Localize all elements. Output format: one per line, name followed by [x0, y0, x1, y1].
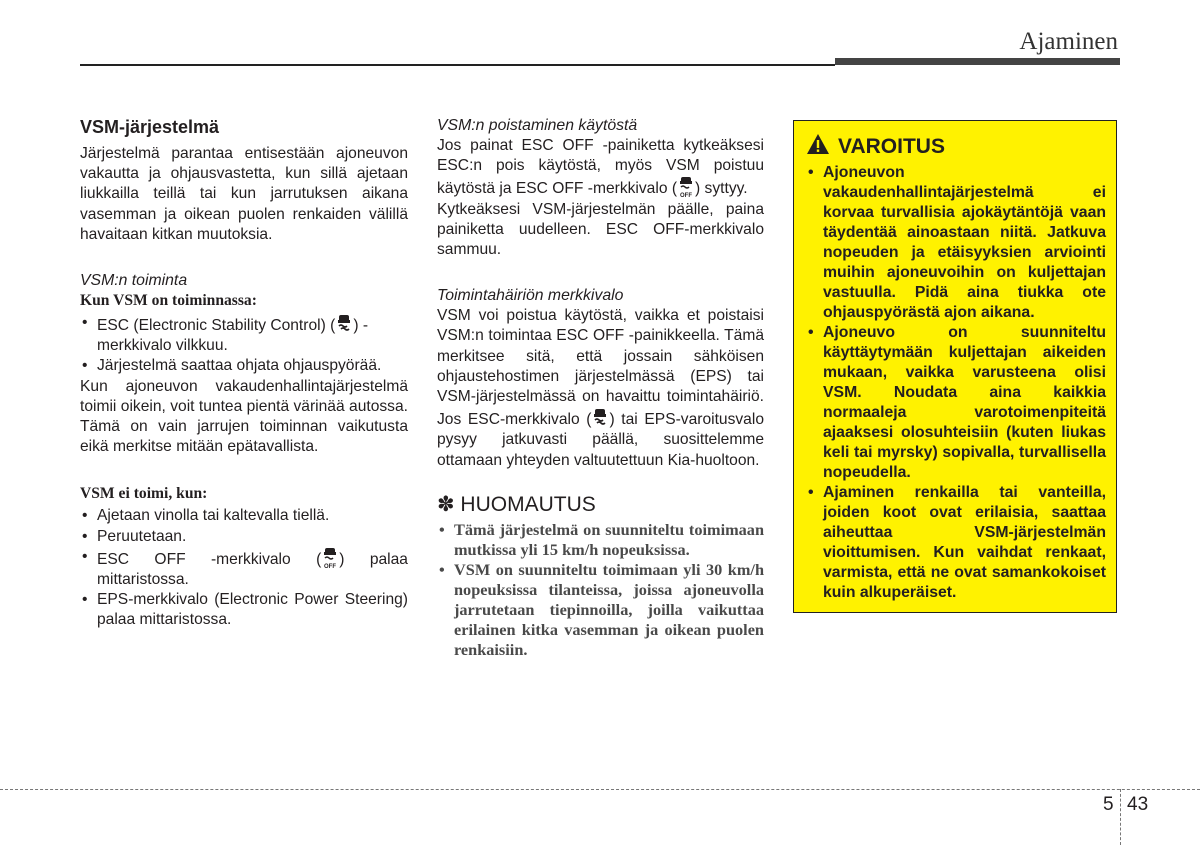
list-item: • EPS-merkkivalo (Electronic Power Steering) palaa mittaristossa.	[80, 590, 408, 630]
note-list	[437, 520, 764, 660]
subheading-kun-vsm: Kun VSM on toiminnassa:	[80, 292, 257, 310]
header-rule-thin	[80, 64, 835, 66]
list-vsm-active	[80, 313, 408, 377]
warning-box	[793, 120, 1117, 613]
list-item: • Ajetaan vinolla tai kaltevalla tiellä.	[80, 506, 408, 526]
footer-divider	[1120, 789, 1121, 845]
paragraph-malfunction: VSM voi poistua käytöstä, vaikka et poistaisi VSM:n toimintaa ESC OFF -painikkeella. Tämä merkitsee sitä, että jossain sähköisen ohjaustehostimen järjestelmässä (EPS) tai VSM-järjestelmässä on havaittu toimintahäiriö. Jos ESC-merkkivalo ( ) tai EPS-varoitusvalo pysyy jatkuvasti päällä, suosittelemme ottamaan yhteyden valtuutettuun Kia-huoltoon.	[437, 307, 764, 469]
footer-rule	[0, 789, 1200, 790]
list-item: • Järjestelmä saattaa ohjata ohjauspyörää.	[80, 356, 408, 376]
esc-skid-icon	[591, 407, 609, 429]
note-item: • Tämä järjestelmä on suunniteltu toimimaan mutkissa yli 15 km/h nopeuksissa.	[437, 520, 764, 560]
svg-text:OFF: OFF	[324, 563, 337, 569]
warning-item: • Ajoneuvon vakaudenhallintajärjestelmä ei korvaa turvallisia ajokäytäntöjä vaan täydentää ainoastaan niitä. Jatkuva nopeuden ja etäisyyksien arviointi muihin ajoneuvoihin on kuljettajan vastuulla. Pidä aina tiukka ote ohjauspyörästä ajon aikana.	[806, 163, 1106, 323]
list-vsm-inactive	[80, 506, 408, 630]
warning-item: • Ajoneuvo on suunniteltu käyttäytymään kuljettajan aikeiden mukaan, vaikka varusteena olisi VSM. Noudata aina kaikkia normaaleja varotoimenpiteitä ajaaksesi olosuhteisiin (kuten liukas keli tai myrsky) sopivalla, turvallisella nopeudella.	[806, 323, 1106, 483]
note-title: ✽ HUOMAUTUS	[437, 492, 596, 516]
esc-off-icon	[321, 547, 339, 569]
note-item: • VSM on suunniteltu toimimaan yli 30 km/h nopeuksissa tilanteissa, joissa ajoneuvolla jarrutetaan tiepinnoilla, joilla vaikuttaa erilainen kitka vasemman ja oikean puolen renkaisiin.	[437, 560, 764, 660]
svg-text:OFF: OFF	[680, 193, 693, 199]
paragraph-reactivate: Kytkeäksesi VSM-järjestelmän päälle, paina painiketta uudelleen. ESC OFF-merkkivalo sammuu.	[437, 200, 764, 259]
warning-title: VAROITUS	[838, 134, 945, 158]
subheading-vsm-toiminta: VSM:n toiminta	[80, 272, 188, 290]
list-item: • ESC OFF -merkkivalo ( OFF ) palaa mittaristossa.	[80, 547, 408, 590]
list-item: • ESC (Electronic Stability Control) ( ) -merkkivalo vilkkuu.	[80, 313, 408, 356]
column-middle	[437, 116, 764, 660]
intro-paragraph: Järjestelmä parantaa entisestään ajoneuvon vakautta ja ohjausvastetta, kun sillä ajetaan liukkailla teillä tai kun jarrutuksen aikana vasemman ja oikean puolen renkaiden välillä havaitaan kitkan muutoksia.	[80, 145, 408, 243]
warning-item: • Ajaminen renkailla tai vanteilla, joiden koot ovat erilaisia, saattaa aiheuttaa VSM-järjestelmän vioittumisen. Kun vaihdat renkaat, varmista, että ne ovat samankokoiset kuin alkuperäiset.	[806, 483, 1106, 603]
subheading-toimintahairio: Toimintahäiriön merkkivalo	[437, 287, 624, 305]
subheading-vsm-ei-toimi: VSM ei toimi, kun:	[80, 485, 208, 503]
subheading-poistaminen: VSM:n poistaminen käytöstä	[437, 117, 638, 134]
esc-skid-icon	[335, 313, 353, 335]
warning-header	[806, 133, 1106, 160]
paragraph-esc-off: Jos painat ESC OFF -painiketta kytkeäksesi ESC:n pois käytöstä, myös VSM poistuu käytöstä ja ESC OFF -merkkivalo ( OFF ) syttyy.	[437, 137, 764, 199]
column-left	[80, 116, 408, 631]
list-item: • Peruutetaan.	[80, 527, 408, 547]
esc-off-icon	[677, 176, 695, 198]
warning-list	[806, 163, 1106, 603]
warning-triangle-icon	[806, 133, 830, 160]
paragraph-vibration: Kun ajoneuvon vakaudenhallintajärjestelmä toimii oikein, voit tuntea pientä värinää autossa. Tämä on vain jarrujen toiminnan vaikutusta eikä merkitse mitään epätavallista.	[80, 377, 408, 456]
section-heading-vsm: VSM-järjestelmä	[80, 117, 220, 137]
page-number: 43	[1127, 794, 1149, 815]
page-header-title: Ajaminen	[1019, 28, 1118, 55]
header-rule-thick	[835, 58, 1120, 65]
section-number: 5	[1103, 794, 1114, 815]
